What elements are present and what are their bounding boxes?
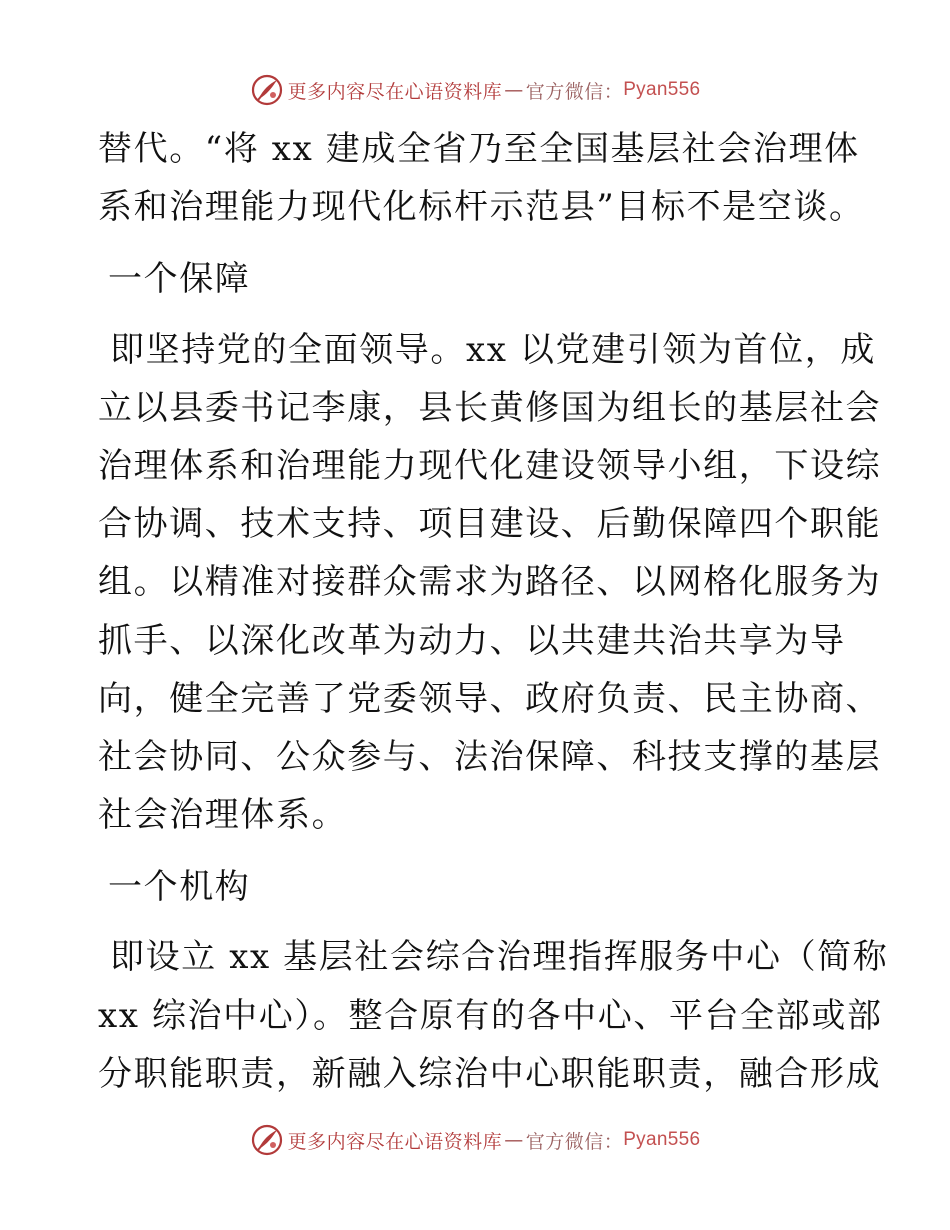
section-heading-institution: 一个机构: [108, 867, 251, 908]
watermark-main-text: 更多内容尽在心语资料库: [287, 80, 503, 103]
paragraph-line: xx 综治中心）。整合原有的各中心、平台全部或部: [98, 995, 883, 1036]
paragraph-line: 社会治理体系。: [98, 795, 348, 836]
paragraph-line: 即设立 xx 基层社会综合治理指挥服务中心（简称: [110, 937, 889, 978]
paragraph-line: 即坚持党的全面领导。xx 以党建引领为首位，成: [110, 329, 876, 370]
paragraph-line: 分职能职责，新融入综治中心职能职责，融合形成: [98, 1053, 882, 1094]
document-body: [98, 120, 889, 1103]
feather-pen-seal-icon: [250, 1123, 284, 1157]
paragraph-line: 社会协同、公众参与、法治保障、科技支撑的基层: [98, 736, 882, 777]
paragraph-line: 向，健全完善了党委领导、政府负责、民主协商、: [98, 678, 882, 719]
watermark-dash: —: [504, 79, 524, 101]
watermark-main-text: 更多内容尽在心语资料库: [287, 1130, 503, 1153]
paragraph-3: [98, 928, 889, 1103]
paragraph-line: 替代。“将 xx 建成全省乃至全国基层社会治理体: [98, 129, 860, 169]
header-watermark: [0, 70, 950, 110]
section-heading-guarantee: 一个保障: [108, 259, 251, 300]
paragraph-line: 治理体系和治理能力现代化建设领导小组，下设综: [98, 445, 882, 486]
paragraph-line: 合协调、技术支持、项目建设、后勤保障四个职能: [98, 504, 882, 545]
paragraph-2: [98, 321, 882, 845]
footer-watermark: [0, 1120, 950, 1160]
paragraph-1: [98, 120, 865, 236]
paragraph-line: 抓手、以深化改革为动力、以共建共治共享为导: [98, 620, 846, 661]
watermark-official-label: 官方微信：: [525, 1130, 624, 1153]
watermark-wechat-id: Pyan556: [623, 1129, 701, 1150]
paragraph-line: 立以县委书记李康，县长黄修国为组长的基层社会: [98, 387, 882, 428]
paragraph-line: 系和治理能力现代化标杆示范县”目标不是空谈。: [98, 187, 865, 228]
paragraph-line: 组。以精准对接群众需求为路径、以网格化服务为: [98, 562, 882, 603]
watermark-dash: —: [504, 1129, 524, 1151]
watermark-official-label: 官方微信：: [525, 80, 624, 103]
feather-pen-seal-icon: [250, 73, 284, 107]
watermark-wechat-id: Pyan556: [623, 79, 701, 100]
